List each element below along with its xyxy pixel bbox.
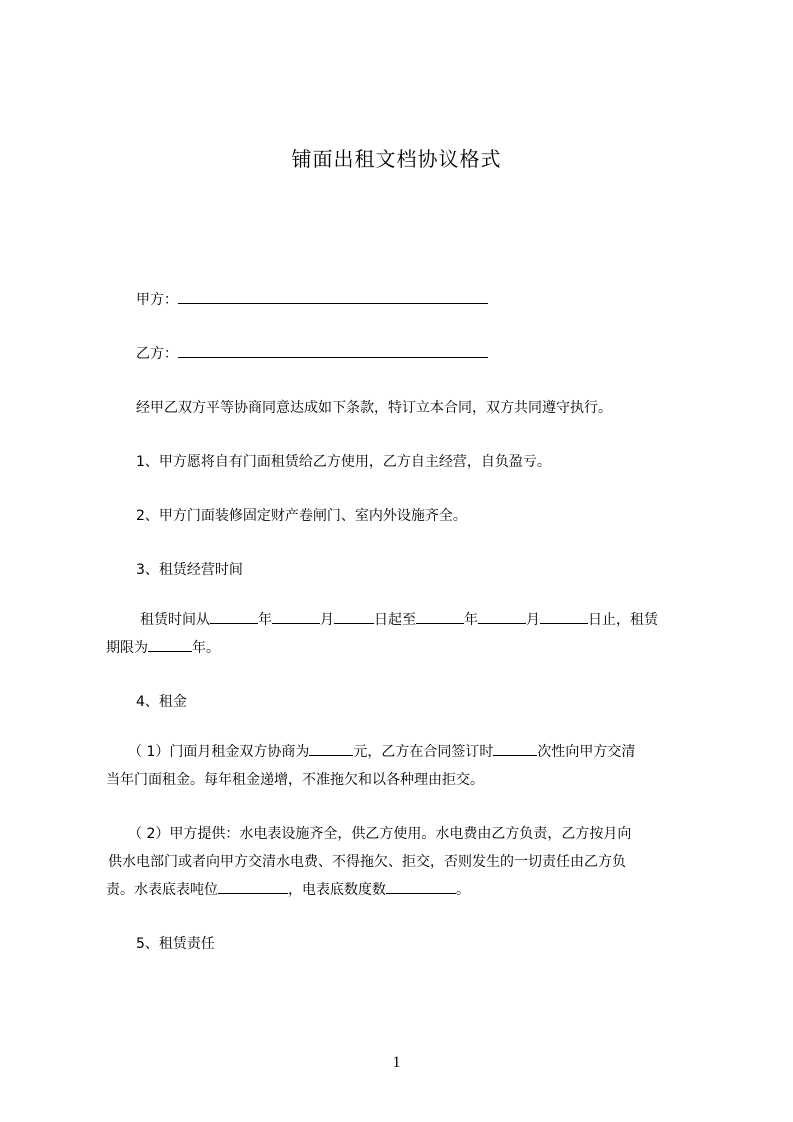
clause-4-2-text: ，电表底数度数 [288,882,386,898]
clause-2: 2、甲方门面装修固定财产卷闸门、室内外设施齐全。 [136,508,467,524]
clause-4-1-line-2: 当年门面租金。每年租金递增，不准拖欠和以各种理由拒交。 [106,772,484,788]
party-b-blank [178,340,488,358]
water-meter-blank [218,876,288,894]
clause-4-2-line-1: （ 2）甲方提供：水电表设施齐全，供乙方使用。水电费由乙方负责，乙方按月向 [128,826,632,842]
clause-4-1-text: 次性向甲方交清 [537,744,636,760]
clause-4-1-text: 元，乙方在合同签订时 [353,744,494,760]
clause-3-line-1 [140,606,746,634]
clause-3-text: 期限为 [106,640,148,656]
clause-1: 1、甲方愿将自有门面租赁给乙方使用，乙方自主经营，自负盈亏。 [136,454,551,470]
clause-4-2-line-2: 供水电部门或者向甲方交清水电费、不得拖欠、拒交，否则发生的一切责任由乙方负 [108,854,626,870]
clause-3-unit: 月 [526,612,540,628]
clause-3-line-2 [106,634,712,662]
start-year-blank [210,606,258,624]
clause-3-unit: 年 [464,612,478,628]
party-b-line [136,340,742,368]
end-year-blank [416,606,464,624]
monthly-rent-blank [309,738,353,756]
clause-5-heading: 5、租赁责任 [136,936,215,952]
clause-4-2-text: 责。水表底表吨位 [106,882,218,898]
payment-times-blank [493,738,537,756]
party-b-label: 乙方： [136,346,178,362]
clause-3-unit: 年 [258,612,272,628]
end-month-blank [478,606,526,624]
clause-3-unit: 日起至 [374,612,416,628]
clause-4-1-text: （ 1）门面月租金双方协商为 [128,744,310,760]
party-a-blank [178,286,488,304]
party-a-label: 甲方： [136,292,178,308]
end-day-blank [540,606,588,624]
clause-4-heading: 4、租金 [136,694,187,710]
party-a-line [136,286,742,314]
clause-4-1-line-1 [128,738,734,766]
clause-4-2-text: 。 [456,882,470,898]
document-title: 铺面出租文档协议格式 [291,147,502,171]
clause-3-text: 租赁时间从 [140,612,210,628]
intro-paragraph: 经甲乙双方平等协商同意达成如下条款，特订立本合同，双方共同遵守执行。 [136,400,612,416]
clause-3-unit: 年。 [192,640,220,656]
clause-3-unit: 日止，租赁 [588,612,658,628]
electric-meter-blank [386,876,456,894]
start-day-blank [334,606,374,624]
term-years-blank [148,634,192,652]
clause-3-heading: 3、租赁经营时间 [136,562,243,578]
page-number: 1 [392,1054,401,1071]
start-month-blank [272,606,320,624]
clause-3-unit: 月 [320,612,334,628]
clause-4-2-line-3 [106,876,712,904]
